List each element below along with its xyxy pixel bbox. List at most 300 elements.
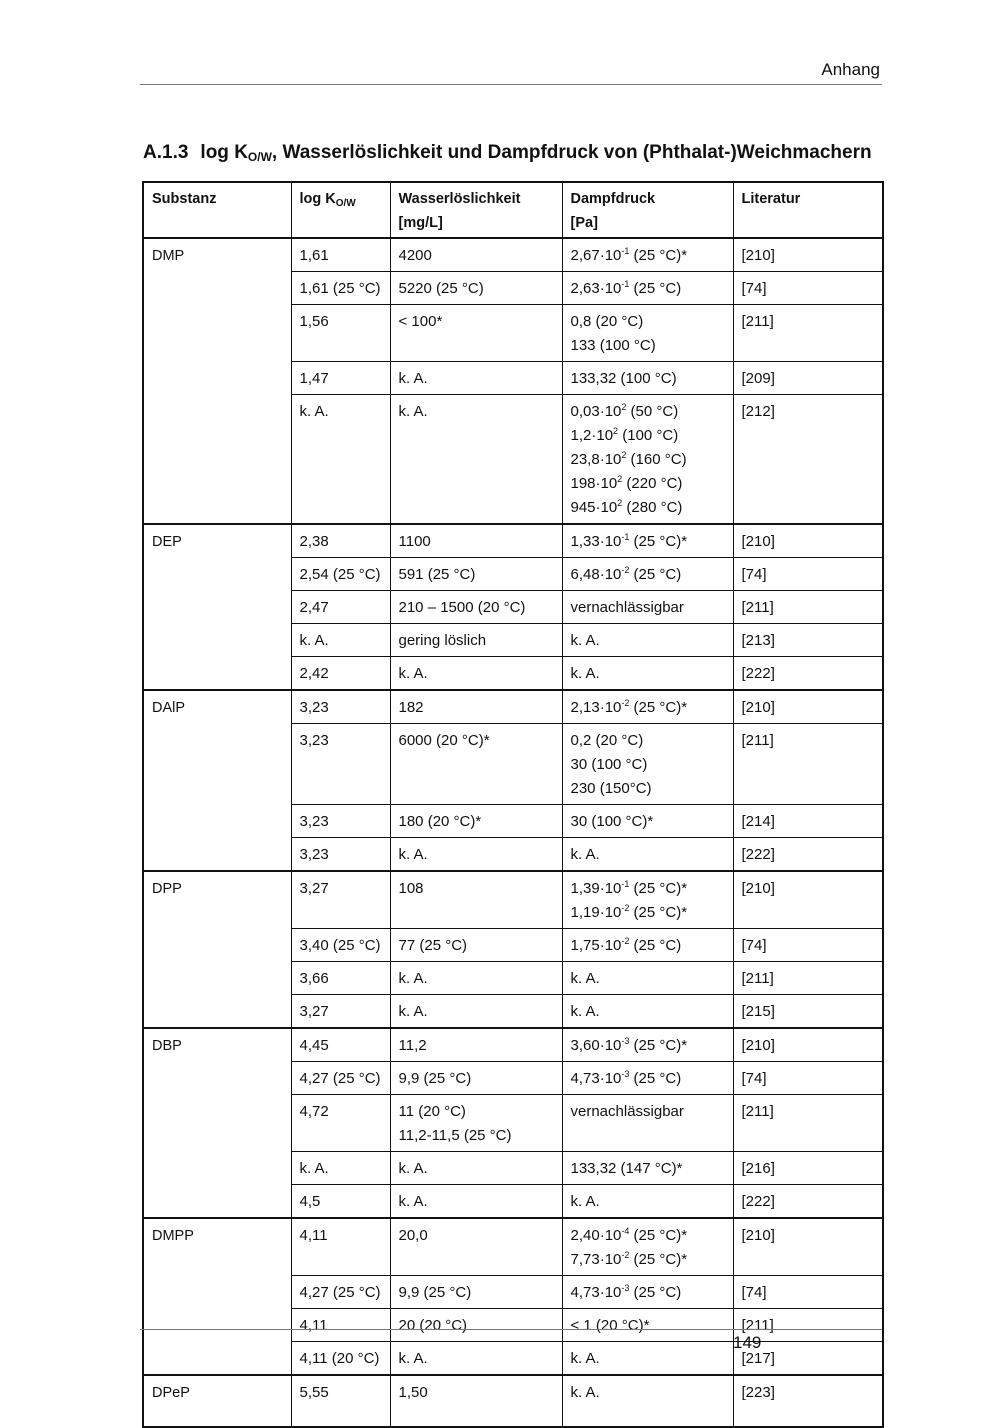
vapor-mantissa: vernachlässigbar: [570, 599, 684, 616]
table-row: [143, 1218, 883, 1276]
water-solubility-value: k. A.: [398, 403, 428, 420]
literature-ref: [210]: [741, 880, 775, 897]
literature-ref: [223]: [741, 1384, 775, 1401]
vapor-pressure-value: [571, 1224, 725, 1248]
vapor-pressure-cell: [562, 838, 733, 872]
logk-cell: [291, 624, 390, 657]
logk-cell: [291, 1095, 390, 1152]
page-header: [140, 58, 882, 85]
vapor-pressure-value: [571, 448, 725, 472]
vapor-mantissa: k. A.: [570, 970, 600, 987]
properties-table: [142, 181, 884, 1428]
vapor-pressure-value: [571, 843, 725, 867]
vapor-pressure-value: [571, 563, 725, 587]
water-solubility-cell: [390, 1095, 562, 1152]
literature-ref: [209]: [741, 370, 775, 387]
table-row: [143, 871, 883, 929]
water-solubility-cell: [390, 962, 562, 995]
vapor-pressure-value: [571, 877, 725, 901]
vapor-pressure-value: [571, 629, 725, 653]
vapor-condition: (280 °C): [622, 499, 683, 516]
vapor-pressure-cell: [562, 591, 733, 624]
vapor-exponent: -2: [621, 936, 630, 946]
literature-ref: [222]: [741, 846, 775, 863]
water-solubility-value: 182: [398, 699, 424, 716]
logk-value: 2,47: [299, 599, 329, 616]
literature-ref: [210]: [741, 247, 775, 264]
water-solubility-cell: [390, 558, 562, 591]
vapor-mantissa: 1,33·10: [570, 533, 622, 550]
water-solubility-cell: [390, 624, 562, 657]
water-solubility-cell: [390, 724, 562, 805]
vapor-pressure-value: [571, 496, 725, 520]
logk-value: 3,27: [299, 880, 329, 897]
section-title-part2: , Wasserlöslichkeit und Dampfdruck von (Phthalat-)Weichmachern: [271, 142, 872, 163]
vapor-mantissa: k. A.: [570, 632, 600, 649]
vapor-pressure-value: [571, 934, 725, 958]
water-solubility-value: k. A.: [398, 970, 428, 987]
substance-cell: [143, 238, 291, 524]
logk-cell: [291, 395, 390, 525]
water-solubility-value: 11 (20 °C): [398, 1103, 466, 1120]
vapor-pressure-value: [571, 1034, 725, 1058]
vapor-condition: (25 °C)*: [629, 1251, 688, 1268]
literature-ref: [214]: [741, 813, 775, 830]
vapor-condition: (25 °C): [629, 280, 682, 297]
vapor-mantissa: k. A.: [570, 1350, 600, 1367]
logk-cell: [291, 1028, 390, 1062]
water-solubility-value: gering löslich: [398, 632, 487, 649]
logk-value: 4,27 (25 °C): [299, 1070, 381, 1087]
vapor-pressure-cell: [562, 362, 733, 395]
vapor-pressure-value: [571, 400, 725, 424]
vapor-mantissa: 4,73·10: [570, 1284, 622, 1301]
literature-cell: [733, 1375, 883, 1427]
vapor-pressure-value: [571, 1000, 725, 1024]
water-solubility-cell: [390, 524, 562, 558]
water-solubility-value: k. A.: [398, 1193, 428, 1210]
vapor-mantissa: 7,73·10: [570, 1251, 622, 1268]
literature-cell: [733, 838, 883, 872]
vapor-mantissa: < 1 (20 °C)*: [570, 1317, 650, 1334]
literature-ref: [212]: [741, 403, 775, 420]
vapor-exponent: -2: [621, 903, 630, 913]
vapor-pressure-value: [571, 753, 725, 777]
running-header: Anhang: [821, 60, 880, 79]
table-row: [143, 690, 883, 724]
vapor-pressure-cell: [562, 272, 733, 305]
vapor-mantissa: 945·10: [570, 499, 618, 516]
literature-ref: [211]: [741, 970, 774, 987]
vapor-exponent: -2: [621, 565, 630, 575]
water-solubility-value: 6000 (20 °C)*: [398, 732, 490, 749]
substance-cell: [143, 690, 291, 871]
vapor-condition: (25 °C): [629, 937, 682, 954]
vapor-condition: (100 °C): [618, 427, 679, 444]
water-solubility-cell: [390, 1276, 562, 1309]
water-solubility-cell: [390, 272, 562, 305]
water-solubility-value: k. A.: [398, 1160, 428, 1177]
vapor-pressure-value: [571, 1248, 725, 1272]
vapor-condition: (25 °C)*: [629, 880, 688, 897]
vapor-condition: (25 °C): [629, 1284, 682, 1301]
vapor-mantissa: vernachlässigbar: [570, 1103, 684, 1120]
vapor-mantissa: 198·10: [570, 475, 618, 492]
water-solubility-cell: [390, 395, 562, 525]
literature-ref: [211]: [741, 1317, 774, 1334]
water-solubility-cell: [390, 305, 562, 362]
vapor-mantissa: 1,19·10: [570, 904, 622, 921]
vapor-mantissa: 6,48·10: [570, 566, 622, 583]
water-solubility-cell: [390, 1342, 562, 1376]
substance-name: DAlP: [152, 700, 186, 716]
water-solubility-value: k. A.: [398, 846, 428, 863]
table-row: [143, 1028, 883, 1062]
logk-value: k. A.: [299, 1160, 329, 1177]
vapor-pressure-value: [571, 334, 725, 358]
vapor-pressure-cell: [562, 1218, 733, 1276]
vapor-mantissa: 23,8·10: [570, 451, 622, 468]
vapor-pressure-value: [571, 1100, 725, 1124]
vapor-pressure-cell: [562, 524, 733, 558]
literature-cell: [733, 305, 883, 362]
literature-ref: [211]: [741, 313, 774, 330]
vapor-mantissa: 1,39·10: [570, 880, 622, 897]
vapor-mantissa: 30 (100 °C): [570, 756, 648, 773]
logk-value: 3,23: [299, 732, 329, 749]
substance-cell: [143, 1028, 291, 1218]
logk-value: k. A.: [299, 632, 329, 649]
logk-cell: [291, 1309, 390, 1342]
logk-value: 2,38: [299, 533, 329, 550]
section-title: [143, 142, 872, 164]
water-solubility-cell: [390, 1375, 562, 1427]
vapor-pressure-value: [571, 596, 725, 620]
literature-cell: [733, 1028, 883, 1062]
literature-cell: [733, 1152, 883, 1185]
literature-cell: [733, 929, 883, 962]
logk-value: 3,40 (25 °C): [299, 937, 381, 954]
vapor-mantissa: 1,2·10: [570, 427, 614, 444]
logk-cell: [291, 1375, 390, 1427]
literature-cell: [733, 657, 883, 691]
water-solubility-value: 11,2-11,5 (25 °C): [398, 1127, 512, 1144]
vapor-pressure-value: [571, 472, 725, 496]
logk-cell: [291, 1062, 390, 1095]
logk-value: 4,11: [299, 1317, 328, 1334]
water-solubility-value: k. A.: [398, 665, 428, 682]
vapor-mantissa: 2,13·10: [570, 699, 622, 716]
literature-cell: [733, 395, 883, 525]
logk-cell: [291, 724, 390, 805]
literature-ref: [210]: [741, 699, 775, 716]
literature-ref: [211]: [741, 732, 774, 749]
water-solubility-cell: [390, 1062, 562, 1095]
logk-value: k. A.: [299, 403, 329, 420]
water-solubility-value: < 100*: [398, 313, 443, 330]
vapor-mantissa: k. A.: [570, 846, 600, 863]
table-row: [143, 238, 883, 272]
literature-ref: [74]: [741, 566, 767, 583]
table-body: [143, 238, 883, 1427]
literature-ref: [222]: [741, 1193, 775, 1210]
water-solubility-cell: [390, 657, 562, 691]
literature-cell: [733, 995, 883, 1029]
header-literature: Literatur: [733, 182, 883, 238]
water-solubility-value: 1100: [398, 533, 431, 550]
substance-name: DBP: [152, 1038, 182, 1054]
vapor-pressure-value: [571, 777, 725, 801]
literature-cell: [733, 724, 883, 805]
literature-ref: [210]: [741, 1227, 775, 1244]
vapor-pressure-cell: [562, 238, 733, 272]
water-solubility-cell: [390, 238, 562, 272]
vapor-pressure-value: [571, 696, 725, 720]
vapor-pressure-value: [571, 1067, 725, 1091]
logk-value: 3,66: [299, 970, 329, 987]
vapor-pressure-cell: [562, 805, 733, 838]
logk-value: 2,54 (25 °C): [299, 566, 381, 583]
header-substance: Substanz: [143, 182, 291, 238]
literature-cell: [733, 962, 883, 995]
literature-ref: [210]: [741, 1037, 775, 1054]
logk-value: 4,45: [299, 1037, 329, 1054]
vapor-condition: (25 °C)*: [629, 533, 688, 550]
water-solubility-value: 9,9 (25 °C): [398, 1070, 472, 1087]
page-footer: [140, 1329, 882, 1330]
vapor-condition: (25 °C)*: [629, 699, 688, 716]
water-solubility-cell: [390, 690, 562, 724]
vapor-exponent: 2: [621, 402, 627, 412]
header-logk-label: log K: [299, 191, 336, 207]
header-logk-subscript: O/W: [335, 198, 356, 209]
vapor-mantissa: k. A.: [570, 1193, 600, 1210]
header-vapor-unit: [Pa]: [570, 215, 598, 231]
water-solubility-cell: [390, 1185, 562, 1219]
logk-cell: [291, 657, 390, 691]
literature-cell: [733, 272, 883, 305]
literature-ref: [216]: [741, 1160, 775, 1177]
vapor-pressure-value: [571, 1157, 725, 1181]
substance-cell: [143, 524, 291, 690]
logk-cell: [291, 1185, 390, 1219]
header-water-unit: [mg/L]: [398, 215, 443, 231]
vapor-pressure-cell: [562, 690, 733, 724]
vapor-pressure-value: [571, 662, 725, 686]
water-solubility-cell: [390, 929, 562, 962]
logk-value: 3,23: [299, 846, 329, 863]
literature-ref: [211]: [741, 599, 774, 616]
logk-value: 5,55: [299, 1384, 329, 1401]
logk-value: 3,27: [299, 1003, 329, 1020]
vapor-exponent: -1: [621, 532, 630, 542]
vapor-mantissa: k. A.: [570, 1003, 600, 1020]
vapor-mantissa: k. A.: [570, 665, 600, 682]
substance-name: DMP: [152, 248, 185, 264]
water-solubility-cell: [390, 1218, 562, 1276]
vapor-condition: (25 °C)*: [629, 904, 688, 921]
header-water-solubility: [390, 182, 562, 238]
vapor-exponent: -2: [621, 698, 630, 708]
logk-value: 2,42: [299, 665, 329, 682]
vapor-pressure-cell: [562, 624, 733, 657]
literature-ref: [74]: [741, 280, 767, 297]
vapor-pressure-cell: [562, 995, 733, 1029]
vapor-pressure-cell: [562, 1309, 733, 1342]
vapor-pressure-value: [571, 901, 725, 925]
vapor-pressure-cell: [562, 1375, 733, 1427]
water-solubility-value: 20 (20 °C): [398, 1317, 468, 1334]
vapor-pressure-cell: [562, 1342, 733, 1376]
logk-value: 4,11: [299, 1227, 328, 1244]
vapor-pressure-value: [571, 1281, 725, 1305]
literature-ref: [74]: [741, 937, 767, 954]
literature-cell: [733, 524, 883, 558]
section-title-subscript: O/W: [247, 150, 272, 164]
water-solubility-value: 20,0: [398, 1227, 428, 1244]
vapor-mantissa: 0,03·10: [570, 403, 622, 420]
logk-cell: [291, 305, 390, 362]
logk-cell: [291, 690, 390, 724]
literature-cell: [733, 1185, 883, 1219]
vapor-exponent: -1: [621, 279, 630, 289]
water-solubility-value: 11,2: [398, 1037, 427, 1054]
literature-cell: [733, 805, 883, 838]
vapor-exponent: -1: [621, 879, 630, 889]
water-solubility-cell: [390, 1152, 562, 1185]
logk-cell: [291, 238, 390, 272]
logk-value: 4,5: [299, 1193, 321, 1210]
water-solubility-value: k. A.: [398, 1003, 428, 1020]
logk-cell: [291, 838, 390, 872]
vapor-pressure-cell: [562, 1185, 733, 1219]
substance-name: DPeP: [152, 1385, 190, 1401]
vapor-mantissa: 30 (100 °C)*: [570, 813, 654, 830]
logk-cell: [291, 871, 390, 929]
logk-cell: [291, 995, 390, 1029]
vapor-exponent: -2: [621, 1250, 630, 1260]
vapor-mantissa: 4,73·10: [570, 1070, 622, 1087]
logk-cell: [291, 558, 390, 591]
header-vapor-label: Dampfdruck: [570, 191, 656, 207]
vapor-pressure-cell: [562, 929, 733, 962]
logk-cell: [291, 962, 390, 995]
vapor-exponent: 2: [613, 426, 619, 436]
substance-cell: [143, 1375, 291, 1427]
vapor-pressure-value: [571, 967, 725, 991]
vapor-pressure-cell: [562, 1062, 733, 1095]
vapor-pressure-value: [571, 367, 725, 391]
water-solubility-cell: [390, 1028, 562, 1062]
water-solubility-value: 4200: [398, 247, 432, 264]
logk-value: 1,61 (25 °C): [299, 280, 381, 297]
logk-value: 4,27 (25 °C): [299, 1284, 381, 1301]
vapor-exponent: 2: [617, 474, 623, 484]
water-solubility-value: 9,9 (25 °C): [398, 1284, 472, 1301]
substance-name: DPP: [152, 881, 182, 897]
literature-ref: [211]: [741, 1103, 774, 1120]
vapor-condition: (25 °C)*: [629, 1227, 688, 1244]
literature-ref: [215]: [741, 1003, 775, 1020]
logk-value: 3,23: [299, 699, 329, 716]
vapor-pressure-value: [571, 1381, 725, 1405]
literature-cell: [733, 591, 883, 624]
logk-cell: [291, 591, 390, 624]
logk-cell: [291, 272, 390, 305]
literature-ref: [213]: [741, 632, 775, 649]
vapor-pressure-cell: [562, 657, 733, 691]
vapor-pressure-value: [571, 729, 725, 753]
logk-cell: [291, 1218, 390, 1276]
literature-cell: [733, 690, 883, 724]
vapor-mantissa: 0,8 (20 °C): [570, 313, 644, 330]
water-solubility-value: k. A.: [398, 1350, 428, 1367]
vapor-pressure-value: [571, 277, 725, 301]
water-solubility-cell: [390, 871, 562, 929]
vapor-exponent: -3: [621, 1283, 630, 1293]
literature-cell: [733, 1218, 883, 1276]
water-solubility-cell: [390, 591, 562, 624]
water-solubility-cell: [390, 362, 562, 395]
substance-cell: [143, 1218, 291, 1375]
header-vapor-pressure: [562, 182, 733, 238]
water-solubility-value: 210 – 1500 (20 °C): [398, 599, 526, 616]
logk-value: 1,61: [299, 247, 329, 264]
substance-name: DEP: [152, 534, 182, 550]
vapor-exponent: -3: [621, 1036, 630, 1046]
literature-cell: [733, 871, 883, 929]
vapor-pressure-value: [571, 810, 725, 834]
water-solubility-value: 5220 (25 °C): [398, 280, 484, 297]
vapor-condition: (220 °C): [622, 475, 683, 492]
water-solubility-value: 108: [398, 880, 424, 897]
logk-cell: [291, 362, 390, 395]
substance-cell: [143, 871, 291, 1028]
water-solubility-cell: [390, 995, 562, 1029]
vapor-mantissa: k. A.: [570, 1384, 600, 1401]
logk-cell: [291, 929, 390, 962]
header-water-label: Wasserlöslichkeit: [398, 191, 521, 207]
literature-cell: [733, 1276, 883, 1309]
header-logk: [291, 182, 390, 238]
water-solubility-cell: [390, 1309, 562, 1342]
table-row: [143, 524, 883, 558]
table-row: [143, 1375, 883, 1427]
vapor-mantissa: 2,40·10: [570, 1227, 622, 1244]
vapor-exponent: 2: [621, 450, 627, 460]
vapor-pressure-value: [571, 530, 725, 554]
logk-cell: [291, 1152, 390, 1185]
literature-ref: [210]: [741, 533, 775, 550]
vapor-mantissa: 2,63·10: [570, 280, 622, 297]
vapor-exponent: -4: [621, 1226, 630, 1236]
vapor-exponent: -3: [621, 1069, 630, 1079]
water-solubility-value: 77 (25 °C): [398, 937, 468, 954]
vapor-pressure-cell: [562, 1095, 733, 1152]
substance-name: DMPP: [152, 1228, 194, 1244]
vapor-mantissa: 133,32 (100 °C): [570, 370, 677, 387]
section-number: A.1.3: [143, 142, 189, 163]
vapor-condition: (25 °C)*: [629, 247, 688, 264]
logk-cell: [291, 805, 390, 838]
vapor-condition: (25 °C): [629, 1070, 682, 1087]
vapor-condition: (160 °C): [626, 451, 687, 468]
vapor-mantissa: 3,60·10: [570, 1037, 622, 1054]
water-solubility-value: k. A.: [398, 370, 428, 387]
water-solubility-value: 591 (25 °C): [398, 566, 476, 583]
table-header-row: [143, 182, 883, 238]
logk-cell: [291, 1342, 390, 1376]
